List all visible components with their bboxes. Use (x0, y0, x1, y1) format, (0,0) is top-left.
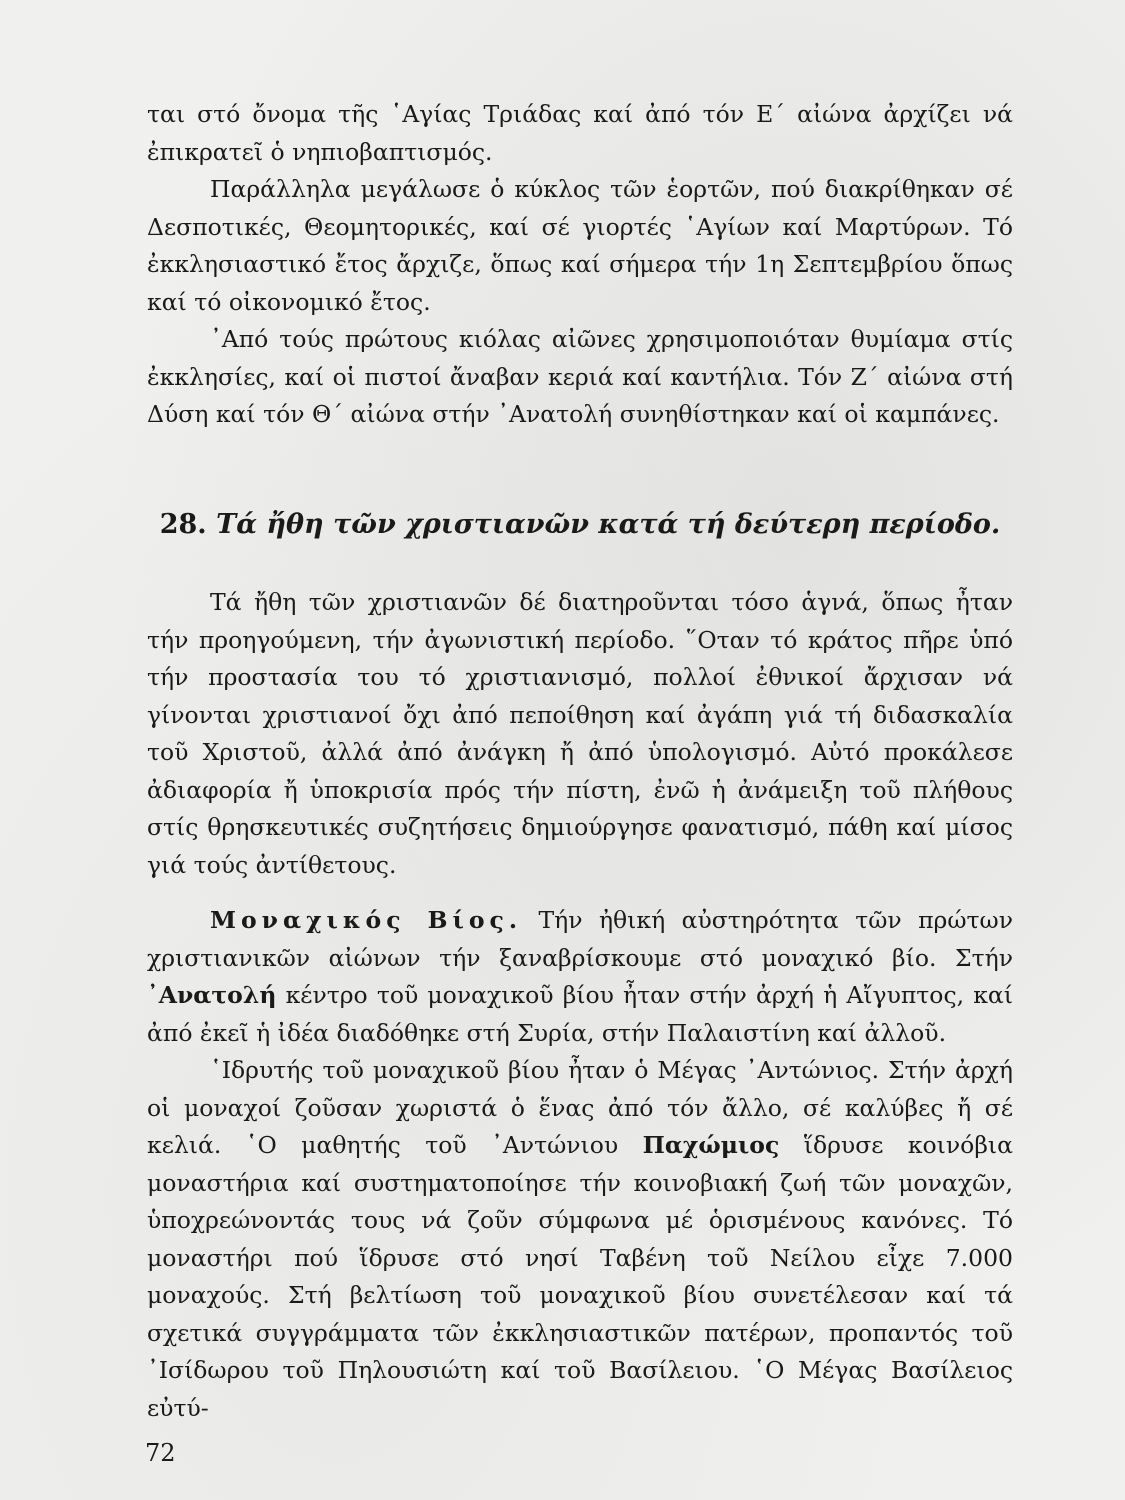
morals-section (147, 584, 1013, 884)
monastic-section (147, 902, 1013, 1427)
paragraph: ται στό ὄνομα τῆς ῾Αγίας Τριάδας καί ἀπό τόν Ε΄ αἰώνα ἀρχίζει νά ἐπικρατεῖ ὁ νηπιοβαπτισμός. (147, 100, 1013, 166)
page-number: 72 (145, 1439, 176, 1467)
paragraph (147, 1052, 1013, 1427)
paragraph: Τά ἤθη τῶν χριστιανῶν δέ διατηροῦνται τόσο ἁγνά, ὅπως ἦταν τήν προηγούμενη, τήν ἀγωνιστική περίοδο. ῞Οταν τό κράτος πῆρε ὑπό τήν προστασία του τό χριστιανισμό, πολλοί ἐθνικοί ἄρχισαν νά γίνονται χριστιανοί ὄχι ἀπό πεποίθηση καί ἀγάπη γιά τή διδασκαλία τοῦ Χριστοῦ, ἀλλά ἀπό ἀνάγκη ἤ ἀπό ὑπολογισμό. Αὐτό προκάλεσε ἀδιαφορία ἤ ὑποκρισία πρός τήν πίστη, ἐνῶ ἡ ἀνάμειξη τοῦ πλήθους στίς θρησκευτικές συζητήσεις δημιούργησε φανατισμό, πάθη καί μίσος γιά τούς ἀντίθετους. (147, 588, 1013, 879)
chapter-heading (147, 505, 1013, 545)
chapter-number: 28. (159, 509, 207, 540)
bold-term: Παχώμιος (642, 1131, 780, 1159)
paragraph-text: ἵδρυσε κοινόβια μοναστήρια καί συστηματοποίησε τήν κοινοβιακή ζωή τῶν μοναχῶν, ὑποχρεώνοντάς τους νά ζοῦν σύμφωνα μέ ὁρισμένους κανόνες. Τό μοναστήρι πού ἵδρυσε στό νησί Ταβένη τοῦ Νείλου εἶχε 7.000 μοναχούς. Στή βελτίωση τοῦ μοναχικοῦ βίου συνετέλεσαν καί τά σχετικά συγγράμματα τῶν ἐκκλησιαστικῶν πατέρων, προπαντός τοῦ ᾿Ισίδωρου τοῦ Πηλουσιώτη καί τοῦ Βασίλειου. ῾Ο Μέγας Βασίλειος εὐτύ- (147, 1131, 1013, 1422)
paragraph: Παράλληλα μεγάλωσε ὁ κύκλος τῶν ἑορτῶν, πού διακρίθηκαν σέ Δεσποτικές, Θεομητορικές, καί σέ γιορτές ῾Αγίων καί Μαρτύρων. Τό ἐκκλησιαστικό ἔτος ἄρχιζε, ὅπως καί σήμερα τήν 1η Σεπτεμβρίου ὅπως καί τό οἰκονομικό ἔτος. (147, 175, 1013, 316)
paragraph: ᾿Από τούς πρώτους κιόλας αἰῶνες χρησιμοποιόταν θυμίαμα στίς ἐκκλησίες, καί οἱ πιστοί ἄναβαν κεριά καί καντήλια. Τόν Ζ΄ αἰώνα στή Δύση καί τόν Θ΄ αἰώνα στήν ᾿Ανατολή συνηθίστηκαν καί οἱ καμπάνες. (147, 325, 1013, 428)
paragraph (147, 902, 1013, 1052)
intro-section (147, 96, 1013, 434)
paragraph-text: κέντρο τοῦ μοναχικοῦ βίου ἦταν στήν ἀρχή ἡ Αἴγυπτος, καί ἀπό ἐκεῖ ἡ ἰδέα διαδόθηκε στή Συρία, στήν Παλαιστίνη καί ἀλλοῦ. (147, 981, 1013, 1047)
bold-term: ᾿Ανατολή (147, 981, 277, 1009)
paragraph-text: ῾Ιδρυτής τοῦ μοναχικοῦ βίου ἦταν ὁ Μέγας ᾿Αντώνιος. Στήν ἀρχή οἱ μοναχοί ζοῦσαν χωριστά ὁ ἕνας ἀπό τόν ἄλλο, σέ καλύβες ἤ σέ κελιά. ῾Ο μαθητής τοῦ ᾿Αντώνιου (147, 1056, 1013, 1159)
lead-term: Μοναχικός Βίος. (210, 906, 523, 934)
chapter-title: Τά ἤθη τῶν χριστιανῶν κατά τή δεύτερη περίοδο. (216, 509, 1001, 540)
paragraph-text: Τήν ἠθική αὐστηρότητα τῶν πρώτων χριστιανικῶν αἰώνων τήν ξαναβρίσκουμε στό μοναχικό βίο. Στήν (147, 906, 1013, 972)
